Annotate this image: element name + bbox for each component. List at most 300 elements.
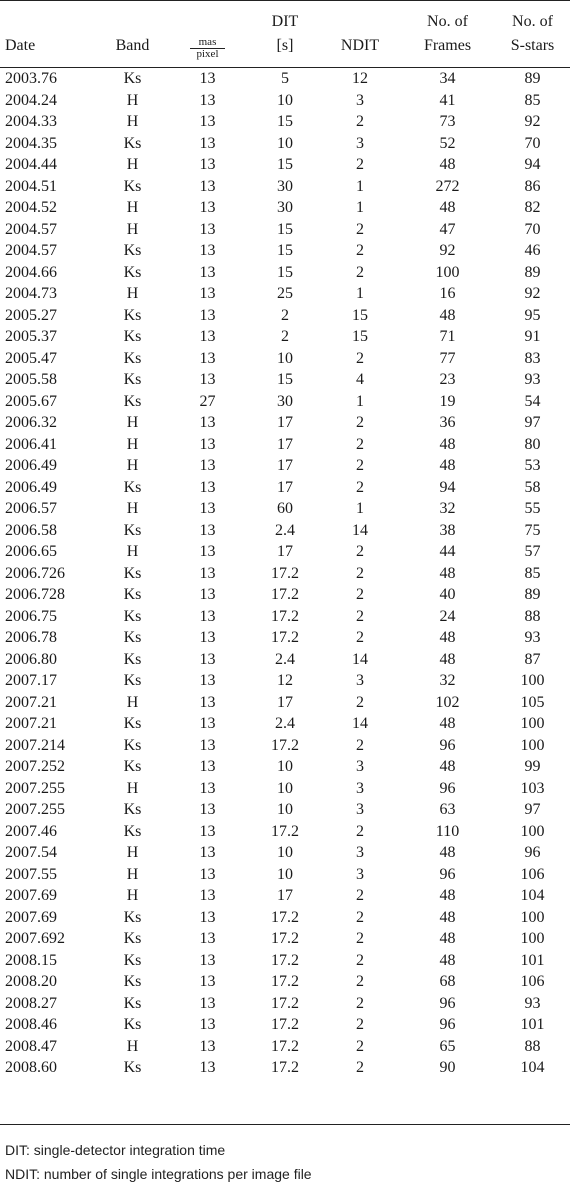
note-ndit: NDIT: number of single integrations per image file bbox=[5, 1166, 312, 1182]
cell-ndit: 3 bbox=[356, 672, 364, 689]
table-row bbox=[0, 692, 570, 714]
cell-date: 2004.52 bbox=[5, 199, 57, 216]
cell-ndit: 2 bbox=[356, 242, 364, 259]
cell-pixel-scale: 13 bbox=[199, 758, 216, 775]
cell-date: 2007.69 bbox=[5, 908, 57, 926]
cell-date: 2006.80 bbox=[5, 650, 57, 668]
cell-s-stars: 82 bbox=[524, 199, 541, 216]
cell-date: 2007.55 bbox=[5, 865, 57, 883]
cell-dit: 17.2 bbox=[271, 736, 299, 754]
table-row bbox=[0, 176, 570, 198]
cell-s-stars: 58 bbox=[524, 478, 541, 496]
table-header bbox=[0, 0, 570, 67]
cell-s-stars: 89 bbox=[524, 70, 541, 87]
cell-dit: 17.2 bbox=[271, 629, 299, 646]
cell-ndit: 2 bbox=[356, 478, 364, 496]
cell-band: H bbox=[126, 113, 139, 130]
cell-frames: 92 bbox=[439, 242, 456, 259]
cell-ndit: 2 bbox=[356, 1037, 364, 1055]
cell-band: H bbox=[126, 156, 139, 173]
cell-frames: 24 bbox=[439, 607, 456, 625]
cell-dit: 17 bbox=[277, 457, 293, 474]
cell-s-stars: 99 bbox=[524, 758, 541, 775]
cell-frames: 94 bbox=[439, 478, 456, 496]
cell-dit: 10 bbox=[277, 844, 293, 861]
cell-band: Ks bbox=[123, 392, 142, 410]
cell-pixel-scale: 13 bbox=[199, 1016, 216, 1033]
cell-band: Ks bbox=[123, 994, 142, 1012]
cell-dit: 15 bbox=[277, 263, 293, 281]
cell-date: 2007.46 bbox=[5, 822, 57, 840]
cell-date: 2006.57 bbox=[5, 500, 57, 517]
cell-ndit: 2 bbox=[356, 994, 364, 1012]
cell-band: Ks bbox=[123, 629, 142, 646]
cell-pixel-scale: 13 bbox=[199, 371, 216, 388]
cell-ndit: 2 bbox=[356, 586, 364, 603]
table-row bbox=[0, 756, 570, 778]
cell-frames: 48 bbox=[439, 715, 456, 732]
cell-frames: 19 bbox=[439, 392, 456, 410]
cell-ndit: 3 bbox=[356, 758, 364, 775]
cell-s-stars: 96 bbox=[524, 844, 541, 861]
cell-band: Ks bbox=[123, 908, 142, 926]
cell-ndit: 3 bbox=[356, 865, 364, 883]
cell-dit: 15 bbox=[277, 371, 293, 388]
cell-s-stars: 85 bbox=[524, 91, 541, 109]
cell-band: H bbox=[126, 779, 139, 797]
header-scale-denominator: pixel bbox=[190, 48, 225, 60]
cell-dit: 17.2 bbox=[271, 1059, 299, 1076]
cell-pixel-scale: 13 bbox=[199, 500, 216, 517]
table-body bbox=[0, 68, 570, 1079]
cell-s-stars: 93 bbox=[524, 371, 541, 388]
cell-date: 2004.51 bbox=[5, 177, 57, 195]
cell-band: Ks bbox=[123, 70, 142, 87]
cell-frames: 272 bbox=[435, 177, 460, 195]
cell-s-stars: 100 bbox=[520, 930, 545, 947]
cell-ndit: 2 bbox=[356, 263, 364, 281]
cell-pixel-scale: 13 bbox=[199, 543, 216, 560]
cell-dit: 15 bbox=[277, 242, 293, 259]
cell-date: 2004.44 bbox=[5, 156, 57, 173]
cell-pixel-scale: 13 bbox=[199, 328, 216, 345]
cell-date: 2006.78 bbox=[5, 629, 57, 646]
cell-dit: 10 bbox=[277, 779, 293, 797]
cell-pixel-scale: 13 bbox=[199, 242, 216, 259]
cell-date: 2006.58 bbox=[5, 521, 57, 539]
cell-date: 2007.255 bbox=[5, 779, 65, 797]
cell-band: Ks bbox=[123, 1059, 142, 1076]
cell-dit: 60 bbox=[277, 500, 293, 517]
cell-s-stars: 100 bbox=[520, 715, 545, 732]
cell-frames: 96 bbox=[439, 1016, 456, 1033]
cell-dit: 10 bbox=[277, 349, 293, 367]
cell-date: 2004.57 bbox=[5, 220, 57, 238]
header-frames-line2: Frames bbox=[423, 37, 472, 54]
cell-ndit: 2 bbox=[356, 113, 364, 130]
cell-frames: 100 bbox=[435, 263, 460, 281]
table-row bbox=[0, 219, 570, 241]
cell-ndit: 3 bbox=[356, 844, 364, 861]
cell-s-stars: 103 bbox=[520, 779, 545, 797]
table-row bbox=[0, 1014, 570, 1036]
cell-frames: 48 bbox=[439, 199, 456, 216]
cell-band: H bbox=[126, 1037, 139, 1055]
cell-ndit: 2 bbox=[356, 1016, 364, 1033]
cell-band: H bbox=[126, 220, 139, 238]
cell-ndit: 14 bbox=[352, 650, 368, 668]
cell-date: 2004.57 bbox=[5, 242, 57, 259]
table-row bbox=[0, 993, 570, 1015]
cell-dit: 10 bbox=[277, 134, 293, 152]
cell-dit: 17 bbox=[277, 887, 293, 904]
cell-frames: 48 bbox=[439, 844, 456, 861]
table-notes bbox=[5, 1138, 565, 1186]
cell-pixel-scale: 13 bbox=[199, 672, 216, 689]
cell-s-stars: 75 bbox=[524, 521, 541, 539]
cell-band: Ks bbox=[123, 607, 142, 625]
cell-s-stars: 80 bbox=[524, 435, 541, 453]
cell-frames: 48 bbox=[439, 156, 456, 173]
table-row bbox=[0, 197, 570, 219]
cell-s-stars: 106 bbox=[520, 973, 545, 990]
cell-dit: 2 bbox=[281, 328, 289, 345]
cell-s-stars: 92 bbox=[524, 285, 541, 302]
cell-dit: 10 bbox=[277, 865, 293, 883]
cell-frames: 48 bbox=[439, 887, 456, 904]
table-row bbox=[0, 520, 570, 542]
table-row bbox=[0, 627, 570, 649]
cell-ndit: 2 bbox=[356, 156, 364, 173]
cell-dit: 2.4 bbox=[275, 715, 295, 732]
cell-band: H bbox=[126, 199, 139, 216]
cell-date: 2007.252 bbox=[5, 758, 65, 775]
cell-frames: 48 bbox=[439, 650, 456, 668]
cell-s-stars: 104 bbox=[520, 1059, 545, 1076]
cell-s-stars: 91 bbox=[524, 328, 541, 345]
cell-s-stars: 85 bbox=[524, 564, 541, 582]
cell-date: 2007.21 bbox=[5, 693, 57, 711]
cell-band: Ks bbox=[123, 371, 142, 388]
cell-ndit: 3 bbox=[356, 134, 364, 152]
cell-s-stars: 94 bbox=[524, 156, 541, 173]
table-bottom-rule bbox=[0, 1124, 570, 1125]
cell-pixel-scale: 13 bbox=[199, 844, 216, 861]
cell-dit: 30 bbox=[277, 392, 293, 410]
cell-pixel-scale: 13 bbox=[199, 693, 216, 711]
cell-pixel-scale: 13 bbox=[199, 199, 216, 216]
cell-pixel-scale: 13 bbox=[199, 994, 216, 1012]
cell-date: 2004.35 bbox=[5, 134, 57, 152]
table-row bbox=[0, 240, 570, 262]
cell-band: Ks bbox=[123, 586, 142, 603]
cell-date: 2003.76 bbox=[5, 70, 57, 87]
cell-s-stars: 70 bbox=[524, 134, 541, 152]
cell-dit: 17.2 bbox=[271, 973, 299, 990]
cell-dit: 12 bbox=[277, 672, 293, 689]
cell-pixel-scale: 13 bbox=[199, 1059, 216, 1076]
cell-band: Ks bbox=[123, 306, 142, 324]
cell-pixel-scale: 13 bbox=[199, 779, 216, 797]
cell-date: 2004.73 bbox=[5, 285, 57, 302]
cell-date: 2007.692 bbox=[5, 930, 65, 947]
cell-pixel-scale: 13 bbox=[199, 822, 216, 840]
cell-pixel-scale: 13 bbox=[199, 715, 216, 732]
cell-date: 2007.69 bbox=[5, 887, 57, 904]
cell-date: 2008.27 bbox=[5, 994, 57, 1012]
cell-pixel-scale: 13 bbox=[199, 650, 216, 668]
cell-dit: 17.2 bbox=[271, 930, 299, 947]
cell-dit: 25 bbox=[277, 285, 293, 302]
cell-frames: 96 bbox=[439, 865, 456, 883]
cell-band: Ks bbox=[123, 177, 142, 195]
cell-frames: 96 bbox=[439, 994, 456, 1012]
cell-ndit: 2 bbox=[356, 607, 364, 625]
cell-frames: 48 bbox=[439, 306, 456, 324]
cell-date: 2005.67 bbox=[5, 392, 57, 410]
header-stars-line2: S-stars bbox=[510, 37, 555, 54]
table-row bbox=[0, 971, 570, 993]
cell-pixel-scale: 13 bbox=[199, 930, 216, 947]
cell-s-stars: 83 bbox=[524, 349, 541, 367]
cell-pixel-scale: 13 bbox=[199, 801, 216, 818]
cell-band: Ks bbox=[123, 521, 142, 539]
cell-band: Ks bbox=[123, 822, 142, 840]
cell-frames: 48 bbox=[439, 564, 456, 582]
cell-s-stars: 57 bbox=[524, 543, 541, 560]
cell-pixel-scale: 13 bbox=[199, 220, 216, 238]
cell-pixel-scale: 27 bbox=[199, 392, 216, 410]
cell-pixel-scale: 13 bbox=[199, 156, 216, 173]
cell-pixel-scale: 13 bbox=[199, 908, 216, 926]
cell-pixel-scale: 13 bbox=[199, 285, 216, 302]
cell-date: 2008.15 bbox=[5, 951, 57, 969]
cell-frames: 32 bbox=[439, 672, 456, 689]
cell-pixel-scale: 13 bbox=[199, 564, 216, 582]
cell-band: H bbox=[126, 865, 139, 883]
cell-frames: 38 bbox=[439, 521, 456, 539]
table-row bbox=[0, 778, 570, 800]
cell-frames: 52 bbox=[439, 134, 456, 152]
cell-band: H bbox=[126, 457, 139, 474]
cell-frames: 65 bbox=[439, 1037, 456, 1055]
cell-date: 2008.20 bbox=[5, 973, 57, 990]
cell-frames: 90 bbox=[439, 1059, 456, 1076]
cell-ndit: 3 bbox=[356, 801, 364, 818]
cell-ndit: 2 bbox=[356, 457, 364, 474]
cell-pixel-scale: 13 bbox=[199, 607, 216, 625]
cell-ndit: 2 bbox=[356, 349, 364, 367]
cell-ndit: 2 bbox=[356, 693, 364, 711]
cell-s-stars: 106 bbox=[520, 865, 545, 883]
cell-band: Ks bbox=[123, 951, 142, 969]
cell-date: 2006.726 bbox=[5, 564, 65, 582]
cell-band: H bbox=[126, 414, 139, 431]
cell-frames: 23 bbox=[439, 371, 456, 388]
cell-s-stars: 88 bbox=[524, 607, 541, 625]
cell-s-stars: 101 bbox=[520, 951, 545, 969]
cell-s-stars: 87 bbox=[524, 650, 541, 668]
cell-dit: 17.2 bbox=[271, 1037, 299, 1055]
cell-s-stars: 54 bbox=[524, 392, 541, 410]
table-row bbox=[0, 283, 570, 305]
cell-ndit: 2 bbox=[356, 543, 364, 560]
cell-dit: 2.4 bbox=[275, 521, 295, 539]
cell-frames: 40 bbox=[439, 586, 456, 603]
table-row bbox=[0, 111, 570, 133]
table-row bbox=[0, 391, 570, 413]
table-row bbox=[0, 670, 570, 692]
cell-band: Ks bbox=[123, 930, 142, 947]
table-row bbox=[0, 928, 570, 950]
cell-frames: 71 bbox=[439, 328, 456, 345]
table-row bbox=[0, 885, 570, 907]
cell-date: 2007.214 bbox=[5, 736, 65, 754]
table-row bbox=[0, 649, 570, 671]
cell-date: 2006.49 bbox=[5, 457, 57, 474]
cell-s-stars: 97 bbox=[524, 801, 541, 818]
cell-date: 2008.60 bbox=[5, 1059, 57, 1076]
cell-pixel-scale: 13 bbox=[199, 457, 216, 474]
cell-pixel-scale: 13 bbox=[199, 1037, 216, 1055]
table-row bbox=[0, 90, 570, 112]
cell-ndit: 14 bbox=[352, 715, 368, 732]
cell-dit: 17.2 bbox=[271, 586, 299, 603]
cell-pixel-scale: 13 bbox=[199, 736, 216, 754]
table-row bbox=[0, 563, 570, 585]
cell-dit: 17 bbox=[277, 478, 293, 496]
cell-s-stars: 100 bbox=[520, 672, 545, 689]
cell-band: Ks bbox=[123, 328, 142, 345]
cell-date: 2005.27 bbox=[5, 306, 57, 324]
cell-s-stars: 95 bbox=[524, 306, 541, 324]
table-row bbox=[0, 864, 570, 886]
cell-dit: 17 bbox=[277, 543, 293, 560]
cell-dit: 30 bbox=[277, 199, 293, 216]
table-row bbox=[0, 541, 570, 563]
header-frames-line1: No. of bbox=[427, 13, 468, 30]
table-row bbox=[0, 68, 570, 90]
cell-s-stars: 105 bbox=[520, 693, 545, 711]
cell-ndit: 1 bbox=[356, 500, 364, 517]
table-row bbox=[0, 498, 570, 520]
table-row bbox=[0, 735, 570, 757]
cell-band: Ks bbox=[123, 134, 142, 152]
cell-dit: 15 bbox=[277, 113, 293, 130]
cell-date: 2007.21 bbox=[5, 715, 57, 732]
cell-ndit: 2 bbox=[356, 564, 364, 582]
cell-band: Ks bbox=[123, 736, 142, 754]
cell-band: Ks bbox=[123, 650, 142, 668]
cell-dit: 15 bbox=[277, 220, 293, 238]
cell-frames: 96 bbox=[439, 779, 456, 797]
cell-band: Ks bbox=[123, 973, 142, 990]
cell-ndit: 14 bbox=[352, 521, 368, 539]
cell-ndit: 3 bbox=[356, 91, 364, 109]
cell-frames: 48 bbox=[439, 457, 456, 474]
cell-band: Ks bbox=[123, 349, 142, 367]
cell-ndit: 4 bbox=[356, 371, 364, 388]
cell-pixel-scale: 13 bbox=[199, 435, 216, 453]
cell-frames: 63 bbox=[439, 801, 456, 818]
cell-band: Ks bbox=[123, 263, 142, 281]
header-scale-numerator: mas bbox=[198, 36, 217, 48]
cell-band: H bbox=[126, 543, 139, 560]
cell-frames: 48 bbox=[439, 951, 456, 969]
table-row bbox=[0, 369, 570, 391]
cell-pixel-scale: 13 bbox=[199, 521, 216, 539]
cell-date: 2004.66 bbox=[5, 263, 57, 281]
cell-ndit: 2 bbox=[356, 629, 364, 646]
table-row bbox=[0, 950, 570, 972]
cell-band: H bbox=[126, 693, 139, 711]
cell-ndit: 2 bbox=[356, 951, 364, 969]
header-band: Band bbox=[115, 37, 150, 54]
cell-ndit: 3 bbox=[356, 779, 364, 797]
cell-ndit: 15 bbox=[352, 328, 368, 345]
cell-dit: 17.2 bbox=[271, 994, 299, 1012]
cell-s-stars: 100 bbox=[520, 908, 545, 926]
cell-date: 2006.41 bbox=[5, 435, 57, 453]
cell-pixel-scale: 13 bbox=[199, 306, 216, 324]
cell-date: 2007.255 bbox=[5, 801, 65, 818]
cell-frames: 77 bbox=[439, 349, 456, 367]
cell-ndit: 2 bbox=[356, 930, 364, 947]
cell-frames: 48 bbox=[439, 629, 456, 646]
cell-dit: 5 bbox=[281, 70, 289, 87]
cell-dit: 17.2 bbox=[271, 908, 299, 926]
cell-band: H bbox=[126, 844, 139, 861]
cell-frames: 36 bbox=[439, 414, 456, 431]
cell-dit: 17.2 bbox=[271, 822, 299, 840]
cell-frames: 96 bbox=[439, 736, 456, 754]
cell-s-stars: 89 bbox=[524, 586, 541, 603]
table-row bbox=[0, 477, 570, 499]
cell-s-stars: 93 bbox=[524, 629, 541, 646]
cell-s-stars: 89 bbox=[524, 263, 541, 281]
cell-ndit: 2 bbox=[356, 1059, 364, 1076]
cell-ndit: 2 bbox=[356, 908, 364, 926]
header-date: Date bbox=[5, 37, 36, 54]
cell-ndit: 2 bbox=[356, 736, 364, 754]
cell-dit: 10 bbox=[277, 91, 293, 109]
cell-ndit: 2 bbox=[356, 822, 364, 840]
cell-frames: 110 bbox=[435, 822, 460, 840]
cell-ndit: 1 bbox=[356, 177, 364, 195]
table-row bbox=[0, 584, 570, 606]
cell-pixel-scale: 13 bbox=[199, 586, 216, 603]
cell-band: H bbox=[126, 91, 139, 109]
table-row bbox=[0, 907, 570, 929]
cell-frames: 48 bbox=[439, 758, 456, 775]
cell-pixel-scale: 13 bbox=[199, 349, 216, 367]
cell-frames: 48 bbox=[439, 908, 456, 926]
cell-s-stars: 100 bbox=[520, 822, 545, 840]
table-row bbox=[0, 434, 570, 456]
cell-s-stars: 55 bbox=[524, 500, 541, 517]
cell-pixel-scale: 13 bbox=[199, 70, 216, 87]
cell-frames: 32 bbox=[439, 500, 456, 517]
cell-pixel-scale: 13 bbox=[199, 865, 216, 883]
cell-pixel-scale: 13 bbox=[199, 478, 216, 496]
cell-s-stars: 92 bbox=[524, 113, 541, 130]
table-row bbox=[0, 412, 570, 434]
cell-ndit: 2 bbox=[356, 435, 364, 453]
cell-frames: 34 bbox=[439, 70, 456, 87]
table-row bbox=[0, 606, 570, 628]
table-row bbox=[0, 1057, 570, 1079]
cell-s-stars: 53 bbox=[524, 457, 541, 474]
